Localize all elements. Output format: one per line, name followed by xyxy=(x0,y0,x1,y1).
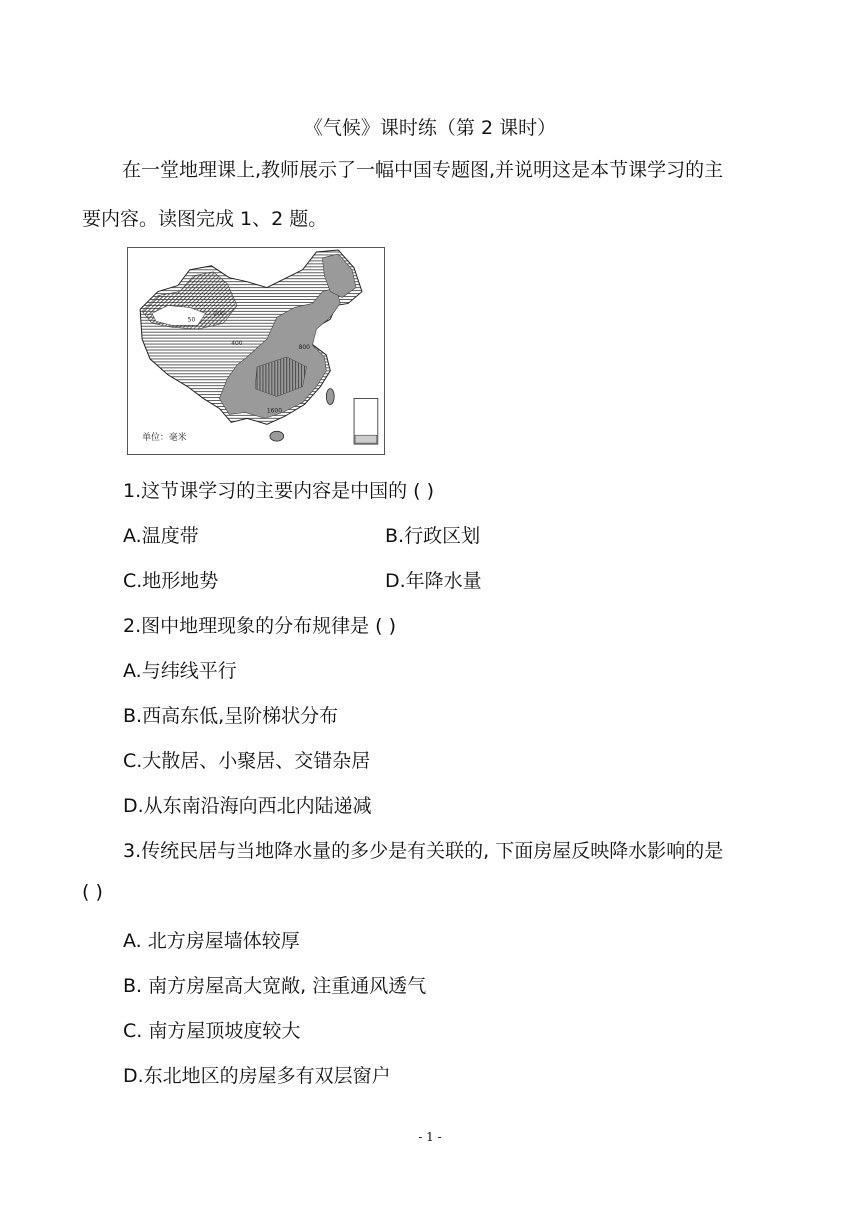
question-3-stem-bracket: ( ) xyxy=(82,881,103,903)
question-3-stem: 3.传统民居与当地降水量的多少是有关联的, 下面房屋反映降水影响的是 xyxy=(123,840,724,862)
page-title: 《气候》课时练（第 2 课时） xyxy=(303,117,557,139)
map-unit-label: 单位：毫米 xyxy=(142,433,187,444)
contour-label-50: 50 xyxy=(187,316,196,324)
question-2-stem: 2.图中地理现象的分布规律是 ( ) xyxy=(123,615,397,637)
q2-option-c: C.大散居、小聚居、交错杂居 xyxy=(123,750,371,772)
china-precipitation-map xyxy=(127,247,385,455)
q3-option-a: A. 北方房屋墙体较厚 xyxy=(123,930,300,952)
q3-option-b: B. 南方房屋高大宽敞, 注重通风透气 xyxy=(123,975,427,997)
contour-label-1600: 1600 xyxy=(266,407,283,415)
q1-option-d: D.年降水量 xyxy=(385,570,482,592)
q2-option-d: D.从东南沿海向西北内陆递减 xyxy=(123,795,372,817)
intro-line-2: 要内容。读图完成 1、2 题。 xyxy=(82,208,328,230)
q3-option-c: C. 南方屋顶坡度较大 xyxy=(123,1020,301,1042)
q2-option-b: B.西高东低,呈阶梯状分布 xyxy=(123,705,339,727)
intro-line-1: 在一堂地理课上,教师展示了一幅中国专题图,并说明这是本节课学习的主 xyxy=(122,159,724,181)
q2-option-a: A.与纬线平行 xyxy=(123,660,237,682)
contour-label-200: 200 xyxy=(213,310,225,318)
page-number: - 1 - xyxy=(418,1130,442,1144)
q1-option-a: A.温度带 xyxy=(123,525,199,547)
contour-label-800: 800 xyxy=(298,344,310,352)
intro-paragraph xyxy=(82,146,782,244)
q1-option-b: B.行政区划 xyxy=(385,525,481,547)
q3-option-d: D.东北地区的房屋多有双层窗户 xyxy=(123,1065,391,1087)
q1-option-c: C.地形地势 xyxy=(123,570,219,592)
question-1-stem: 1.这节课学习的主要内容是中国的 ( ) xyxy=(123,480,435,502)
contour-label-400: 400 xyxy=(231,340,243,348)
